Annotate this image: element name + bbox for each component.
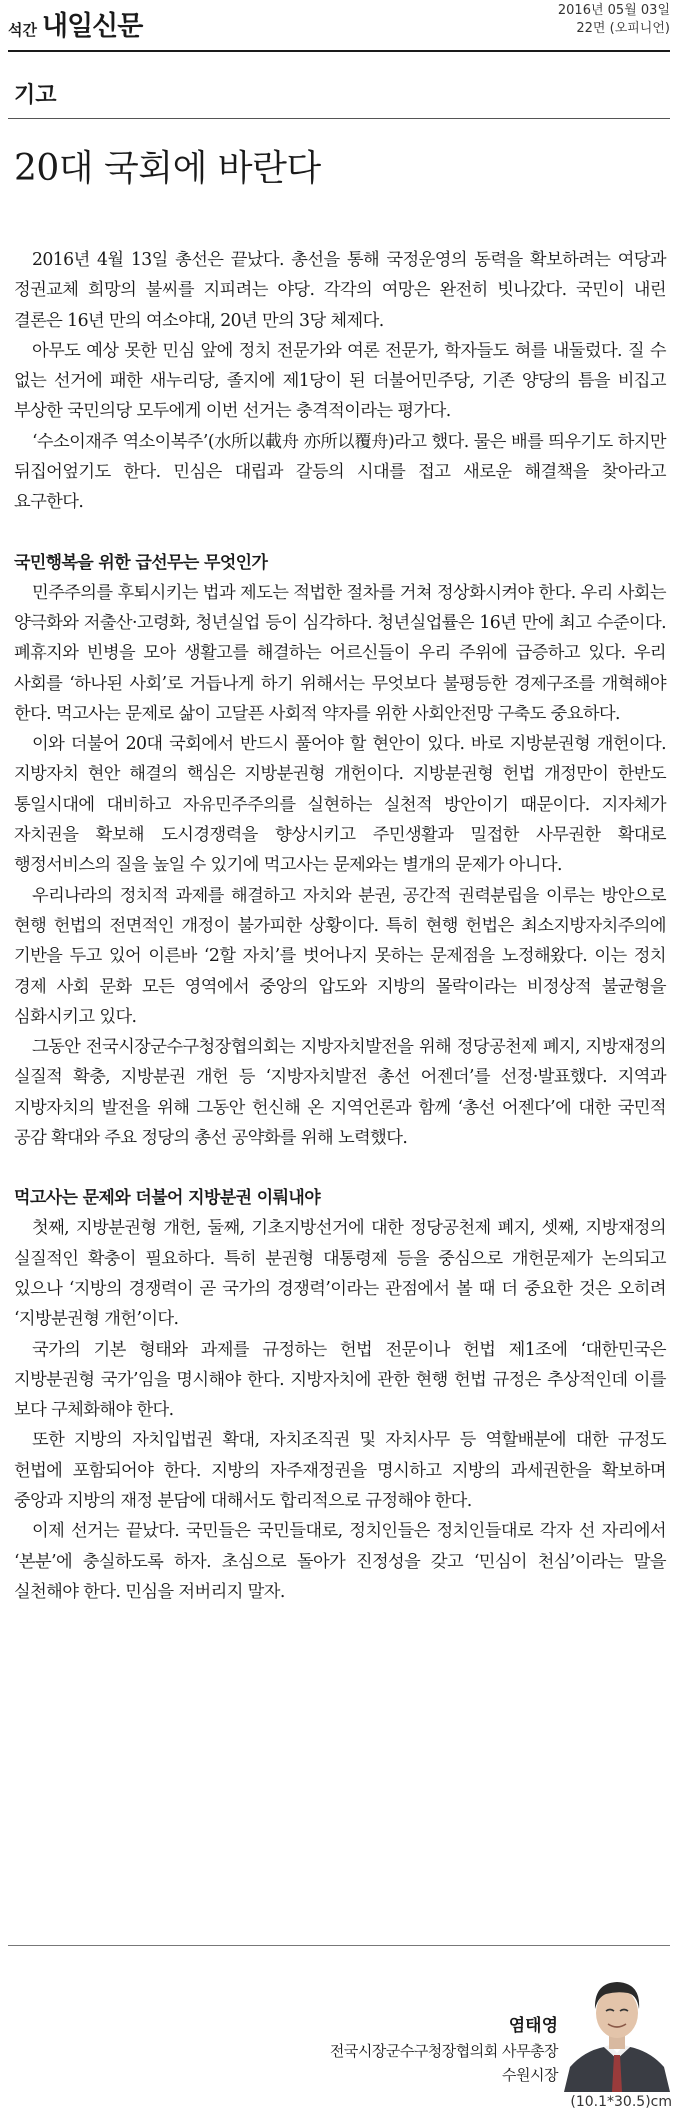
paragraph: ‘수소이재주 역소이복주’(水所以載舟 亦所以覆舟)라고 했다. 물은 배를 띄우기도 하지만 뒤집어엎기도 한다. 민심은 대립과 갈등의 시대를 접고 새로운 해결책을 찾아라고 요구한다. [14, 431, 666, 513]
article-body [14, 245, 666, 1607]
author-block [330, 2013, 558, 2087]
masthead [8, 4, 142, 43]
issue-date: 2016년 05월 03일 [557, 3, 670, 18]
author-name: 염태영 [508, 2016, 558, 2036]
subheading: 먹고사는 문제와 더불어 지방분권 이뤄내야 [14, 1188, 321, 1209]
section-rule [8, 118, 670, 119]
paragraph: 아무도 예상 못한 민심 앞에 정치 전문가와 여론 전문가, 학자들도 혀를 내둘렀다. 질 수 없는 선거에 패한 새누리당, 졸지에 제1당이 된 더불어민주당, 기존 양당의 틈을 비집고 부상한 국민의당 모두에게 이번 선거는 충격적이라는 평가다. [14, 340, 666, 422]
paragraph: 또한 지방의 자치입법권 확대, 자치조직권 및 자치사무 등 역할배분에 대한 규정도 헌법에 포함되어야 한다. 지방의 자주재정권을 명시하고 지방의 과세권한을 확보하며 중앙과 지방의 재정 분담에 대해서도 합리적으로 규정해야 한다. [14, 1430, 666, 1511]
size-note: (10.1*30.5)cm [570, 2094, 672, 2110]
paragraph: 국가의 기본 형태와 과제를 규정하는 헌법 전문이나 헌법 제1조에 ‘대한민국은 지방분권형 국가’임을 명시해야 한다. 지방자치에 관한 현행 헌법 규정은 추상적인데 이를 보다 구체화해야 한다. [14, 1339, 666, 1421]
paragraph: 우리나라의 정치적 과제를 해결하고 자치와 분권, 공간적 권력분립을 이루는 방안으로 현행 헌법의 전면적인 개정이 불가피한 상황이다. 특히 현행 헌법은 최소지방자치주의에 기반을 두고 있어 이른바 ‘2할 자치’를 벗어나지 못하는 문제점을 노정해왔다. 이는 정치 경제 사회 문화 모든 영역에서 중앙의 압도와 지방의 몰락이라는 비정상적 불균형을 심화시키고 있다. [14, 885, 666, 1027]
paragraph: 그동안 전국시장군수구청장협의회는 지방자치발전을 위해 정당공천제 폐지, 지방재정의 실질적 확충, 지방분권 개헌 등 ‘지방자치발전 총선 어젠더’를 선정·발표했다. 지역과 지방자치의 발전을 위해 그동안 헌신해 온 지역언론과 함께 ‘총선 어젠다’에 대한 국민적 공감 확대와 주요 정당의 총선 공약화를 위해 노력했다. [14, 1037, 666, 1149]
newspaper-header [8, 0, 670, 46]
page-info: 22면 (오피니언) [576, 21, 670, 36]
paragraph: 민주주의를 후퇴시키는 법과 제도는 적법한 절차를 거쳐 정상화시켜야 한다. 우리 사회는 양극화와 저출산·고령화, 청년실업 등이 심각하다. 청년실업률은 16년 만에 최고 수준이다. 폐휴지와 빈병을 모아 생활고를 해결하는 어르신들이 우리 주위에 급증하고 있다. 우리 사회를 ‘하나된 사회’로 거듭나게 하기 위해서는 무엇보다 불평등한 경제구조를 개혁해야 한다. 먹고사는 문제로 삶이 고달픈 사회적 약자를 위한 사회안전망 구축도 중요하다. [14, 582, 666, 724]
header-rule [8, 50, 670, 52]
paragraph: 첫째, 지방분권형 개헌, 둘째, 기초지방선거에 대한 정당공천제 폐지, 셋째, 지방재정의 실질적인 확충이 필요하다. 특히 분권형 대통령제 등을 중심으로 개헌문제가 논의되고 있으나 ‘지방의 경쟁력이 곧 국가의 경쟁력’이라는 관점에서 볼 때 더 중요한 것은 오히려 ‘지방분권형 개헌’이다. [14, 1218, 666, 1330]
subheading: 국민행복을 위한 급선무는 무엇인가 [14, 552, 268, 573]
author-title: 전국시장군수구청장협의회 사무총장 [329, 2042, 558, 2060]
author-separator [8, 1945, 670, 1946]
paragraph: 이제 선거는 끝났다. 국민들은 국민들대로, 정치인들은 정치인들대로 각자 선 자리에서 ‘본분’에 충실하도록 하자. 초심으로 돌아가 진정성을 갖고 ‘민심이 천심’이라는 말을 실천해야 한다. 민심을 저버리지 말자. [14, 1521, 666, 1602]
edition-label: 석간 [8, 21, 37, 39]
author-portrait-icon [562, 1955, 672, 2092]
author-photo [562, 1955, 672, 2092]
newspaper-name: 내일신문 [41, 11, 143, 42]
section-label: 기고 [14, 83, 57, 108]
article-headline: 20대 국회에 바란다 [14, 148, 321, 189]
paragraph: 2016년 4월 13일 총선은 끝났다. 총선을 통해 국정운영의 동력을 확보하려는 여당과 정권교체 희망의 불씨를 지피려는 야당. 각각의 여망은 완전히 빗나갔다. 국민이 내린 결론은 16년 만의 여소야대, 20년 만의 3당 체제다. [14, 250, 666, 331]
paragraph: 이와 더불어 20대 국회에서 반드시 풀어야 할 현안이 있다. 바로 지방분권형 개헌이다. 지방자치 현안 해결의 핵심은 지방분권형 개헌이다. 지방분권형 헌법 개정만이 한반도 통일시대에 대비하고 자유민주주의를 실현하는 실천적 방안이기 때문이다. 지자체가 자치권을 확보해 도시경쟁력을 향상시키고 주민생활과 밀접한 사무권한 확대로 행정서비스의 질을 높일 수 있기에 먹고사는 문제와는 별개의 문제가 아니다. [14, 734, 666, 876]
issue-meta [558, 2, 670, 38]
author-position: 수원시장 [502, 2066, 558, 2084]
